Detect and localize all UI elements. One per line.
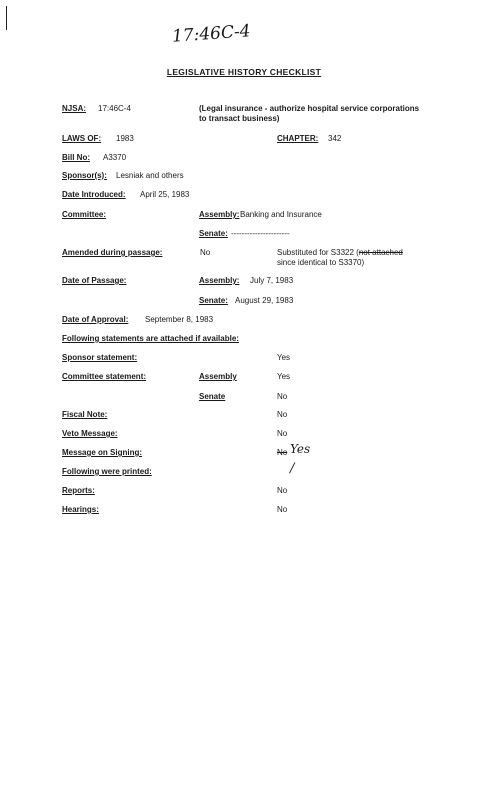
following-printed-label: Following were printed: xyxy=(62,467,152,476)
sponsor-statement-label: Sponsor statement: xyxy=(62,353,138,362)
hearings-label: Hearings: xyxy=(62,505,99,514)
date-of-approval-label: Date of Approval: xyxy=(62,315,129,324)
committee-statement-senate-label: Senate xyxy=(199,392,226,401)
njsa-description-line2: to transact business) xyxy=(199,114,280,123)
reports-label: Reports: xyxy=(62,486,95,495)
handwritten-header: 17:46C-4 xyxy=(171,21,252,47)
amended-note-line1 xyxy=(277,248,403,257)
laws-of-value: 1983 xyxy=(116,134,134,143)
message-on-signing-handwritten-value: Yes xyxy=(290,442,311,456)
passage-assembly-label: Assembly: xyxy=(199,276,240,285)
following-statements-heading: Following statements are attached if available: xyxy=(62,334,239,343)
chapter-value: 342 xyxy=(328,134,342,143)
date-of-approval-value: September 8, 1983 xyxy=(145,315,214,324)
date-of-passage-label: Date of Passage: xyxy=(62,276,127,285)
passage-assembly-value: July 7, 1983 xyxy=(250,276,294,285)
committee-senate-label: Senate: xyxy=(199,229,228,238)
hearings-value: No xyxy=(277,505,288,514)
date-introduced-value: April 25, 1983 xyxy=(140,190,190,199)
njsa-label: NJSA: xyxy=(62,104,87,113)
committee-senate-value: ---------------------- xyxy=(231,229,290,238)
chapter-label: CHAPTER: xyxy=(277,134,319,143)
bill-no-label: Bill No: xyxy=(62,153,90,162)
bill-no-value: A3370 xyxy=(103,153,127,162)
committee-label: Committee: xyxy=(62,210,107,219)
date-introduced-label: Date Introduced: xyxy=(62,190,126,199)
committee-assembly-value: Banking and Insurance xyxy=(240,210,322,219)
committee-assembly-label: Assembly: xyxy=(199,210,240,219)
fiscal-note-value: No xyxy=(277,410,288,419)
handwritten-tick: / xyxy=(290,461,295,476)
sponsor-statement-value: Yes xyxy=(277,353,291,362)
message-on-signing-label: Message on Signing: xyxy=(62,448,143,457)
njsa-value: 17:46C-4 xyxy=(98,104,131,113)
veto-message-label: Veto Message: xyxy=(62,429,118,438)
page-title: LEGISLATIVE HISTORY CHECKLIST xyxy=(166,67,322,77)
amended-value: No xyxy=(200,248,211,257)
committee-statement-senate-value: No xyxy=(277,392,288,401)
passage-senate-value: August 29, 1983 xyxy=(235,296,294,305)
amended-note-struck: not attached xyxy=(358,248,403,257)
sponsors-value: Lesniak and others xyxy=(116,171,184,180)
sponsors-label: Sponsor(s): xyxy=(62,171,107,180)
passage-senate-label: Senate: xyxy=(199,296,228,305)
amended-note-prefix: Substituted for S3322 ( xyxy=(277,248,359,257)
committee-statement-assembly-label: Assembly xyxy=(199,372,237,381)
message-on-signing-struck-value: No xyxy=(277,448,288,457)
page-edge-mark xyxy=(6,6,7,30)
committee-statement-label: Committee statement: xyxy=(62,372,147,381)
amended-note-line2: since identical to S3370) xyxy=(277,258,365,267)
reports-value: No xyxy=(277,486,288,495)
njsa-description-line1: (Legal insurance - authorize hospital service corporations xyxy=(199,104,420,113)
veto-message-value: No xyxy=(277,429,288,438)
laws-of-label: LAWS OF: xyxy=(62,134,102,143)
amended-label: Amended during passage: xyxy=(62,248,163,257)
committee-statement-assembly-value: Yes xyxy=(277,372,291,381)
fiscal-note-label: Fiscal Note: xyxy=(62,410,108,419)
